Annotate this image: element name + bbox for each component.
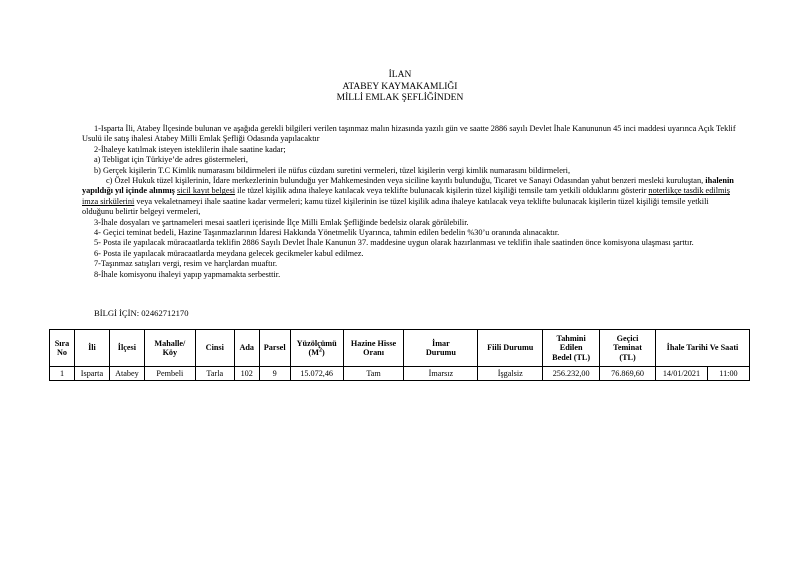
contact-info: BİLGİ İÇİN: 02462712170 (94, 308, 189, 318)
col-header-ada: Ada (234, 330, 259, 367)
para2c-text-2: ile tüzel kişilik adına ihaleye katılacak veya teklifte bulunacak kişilerin tüzel kişiliği temsile tam yetkili olduklarını gösterir (237, 186, 647, 196)
cell-imar: İmarsız (404, 367, 478, 381)
paragraph-5: 5- Posta ile yapılacak müracaatlarda teklifin 2886 Sayılı Devlet İhale Kanunun 37. maddesine uygun olarak hazırlanması ve teklifin ihale saatinden önce komisyona ulaşması şarttır. (94, 238, 694, 248)
paragraph-2c (82, 176, 742, 218)
notice-title: İLAN (388, 70, 412, 80)
col-header-il: İli (74, 330, 109, 367)
issuer-name: ATABEY KAYMAKAMLIĞI (342, 81, 458, 92)
paragraph-2a: a) Tebligat için Türkiye’de adres göstermeleri, (94, 155, 248, 165)
paragraph-2: 2-İhaleye katılmak isteyen isteklilerin ihale saatine kadar; (94, 144, 286, 154)
paragraph-4: 4- Geçici teminat bedeli, Hazine Taşınmazlarının İdaresi Hakkında Yönetmelik Uyarınca, tahmin edilen bedelin %30’u oranında alınacaktır. (94, 228, 560, 238)
col-header-parsel: Parsel (259, 330, 290, 367)
table-header-row (50, 330, 750, 367)
paragraph-8: 8-İhale komisyonu ihaleyi yapıp yapmamakta serbesttir. (94, 269, 281, 279)
paragraph-1: 1-Isparta İli, Atabey İlçesinde bulunan ve aşağıda gerekli bilgileri verilen taşınmaz malın hizasında yazılı gün ve saatte 2886 sayılı Devlet İhale Kanununun 45 inci maddesi uyarınca Açık Teklif Usulü ile satış ihalesi Atabey Milli Emlak Şefliği Odasında yapılacaktır (82, 124, 736, 144)
col-header-tahmini: Tahmini Edilen Bedel (TL) (543, 330, 600, 367)
paragraph-7: 7-Taşınmaz satışları vergi, resim ve harçlardan muaftır. (94, 259, 278, 269)
col-header-ilce: İlçesi (109, 330, 144, 367)
paragraph-3: 3-İhale dosyaları ve şartnameleri mesai saatleri içerisinde İlçe Milli Emlak Şefliğinde bedelsiz olarak görülebilir. (94, 217, 469, 227)
para2c-underline-2: noterlikçe tasdik edilmiş imza sirkülerini (82, 186, 730, 206)
col-header-tarih: İhale Tarihi Ve Saati (656, 330, 750, 367)
cell-il: Isparta (74, 367, 109, 381)
cell-ada: 102 (234, 367, 259, 381)
para2c-underline-1: sicil kayıt belgesi (176, 186, 236, 196)
cell-parsel: 9 (259, 367, 290, 381)
cell-tarih: 14/01/2021 (656, 367, 708, 381)
cell-yuzolcumu: 15.072,46 (290, 367, 343, 381)
notice-header (0, 70, 800, 105)
paragraph-6: 6- Posta ile yapılacak müracaatlarda meydana gelecek gecikmeler kabul edilmez. (94, 248, 364, 258)
cell-saat: 11:00 (707, 367, 749, 381)
cell-hisse: Tam (343, 367, 404, 381)
table-row (50, 367, 750, 381)
col-header-teminat: Geçici Teminat (TL) (600, 330, 656, 367)
cell-mahalle: Pembeli (144, 367, 195, 381)
cell-sira: 1 (50, 367, 75, 381)
para2c-bold: ihalenin yapıldığı yıl içinde alınmış (82, 176, 734, 196)
cell-ilce: Atabey (109, 367, 144, 381)
col-header-hisse: Hazine Hisse Oranı (343, 330, 404, 367)
col-header-mahalle: Mahalle/ Köy (144, 330, 195, 367)
col-header-cins: Cinsi (195, 330, 234, 367)
col-header-sira: Sıra No (50, 330, 75, 367)
para2c-text-3: veya vekaletnameyi ihale saatine kadar vermeleri; kamu tüzel kişilerinin ise tüzel kişilik adına ihaleye katılacak veya teklifte bulunacak kişilerin tüzel kişiliği temsile yetkili olduğunu belirtir belgeyi vermeleri, (82, 196, 709, 217)
cell-cins: Tarla (195, 367, 234, 381)
col-header-fiili: Fiili Durumu (478, 330, 543, 367)
issuer-department: MİLLİ EMLAK ŞEFLİĞİNDEN (336, 93, 464, 103)
notice-body (82, 124, 742, 280)
paragraph-2b: b) Gerçek kişilerin T.C Kimlik numarasını bildirmeleri ile nüfus cüzdanı suretini vermeleri, tüzel kişilerin vergi kimlik numarasını bildirmeleri, (94, 165, 571, 175)
col-header-yuzolcumu: Yüzölçümü $(M^2)$ (290, 330, 343, 367)
cell-teminat: 76.869,60 (600, 367, 656, 381)
col-header-imar: İmar Durumu (404, 330, 478, 367)
cell-tahmini: 256.232,00 (543, 367, 600, 381)
para2c-text-1: c) Özel Hukuk tüzel kişilerinin, İdare merkezlerinin bulunduğu yer Mahkemesinden veya siciline kayıtlı bulunduğu, Ticaret ve Sanayi Odasından yahut benzeri mesleki kuruluştan, (106, 176, 704, 186)
property-table (49, 329, 750, 381)
cell-fiili: İşgalsiz (478, 367, 543, 381)
